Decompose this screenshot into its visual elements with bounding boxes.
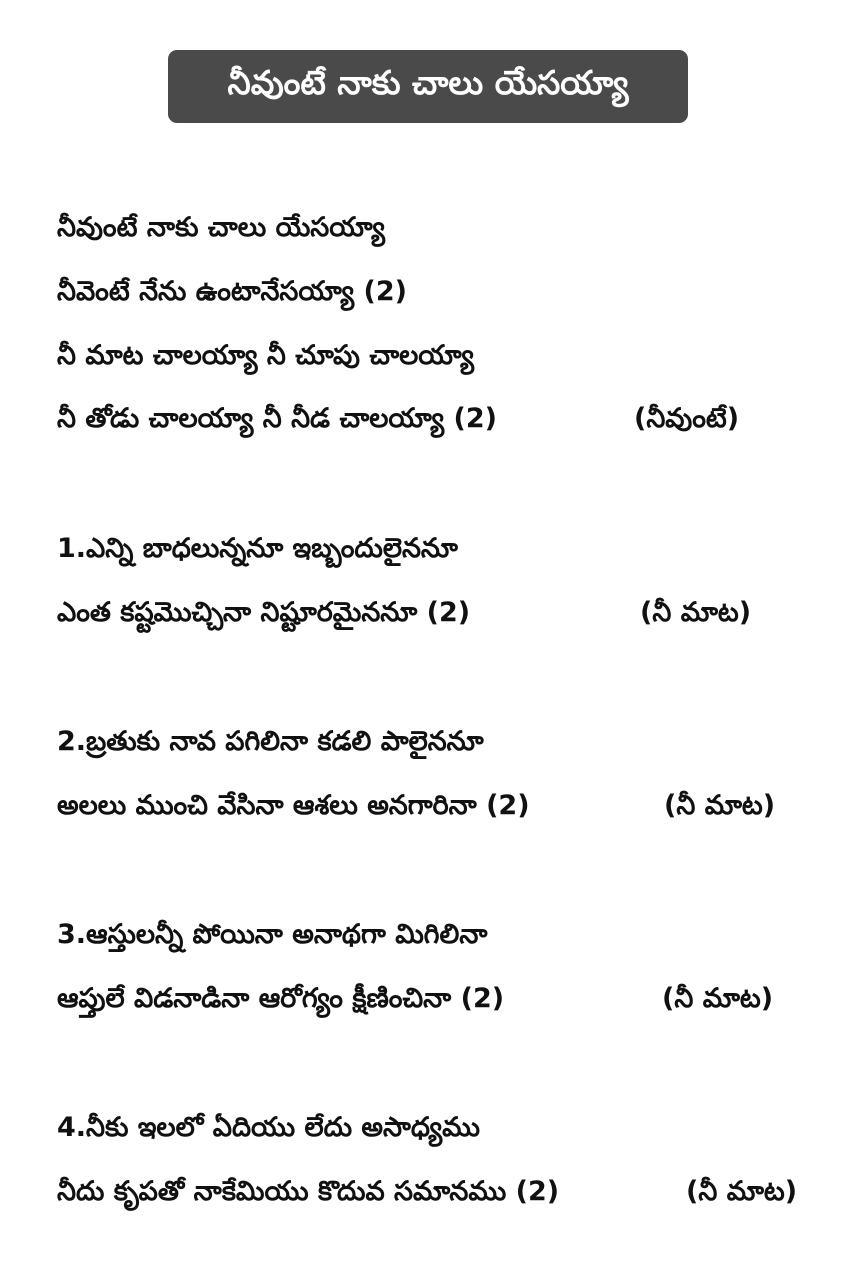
verse-3-line-2: ఆప్తులే విడనాడినా ఆరోగ్యం క్షీణించినా (2) bbox=[57, 983, 505, 1014]
verse-3-line-1: 3.ఆస్తులన్నీ పోయినా అనాథగా మిగిలినా bbox=[57, 919, 488, 950]
song-title-banner bbox=[168, 50, 688, 123]
verse-2-line-1: 2.బ్రతుకు నావ పగిలినా కడలి పాలైననూ bbox=[57, 726, 484, 757]
verse-1-line-2: ఎంత కష్టమొచ్చినా నిష్టూరమైననూ (2) bbox=[57, 597, 471, 628]
chorus-line-3: నీ మాట చాలయ్యా నీ చూపు చాలయ్యా bbox=[57, 340, 475, 371]
chorus-line-1: నీవుంటే నాకు చాలు యేసయ్యా bbox=[57, 212, 386, 243]
verse-4-line-1: 4.నీకు ఇలలో ఏదియు లేదు అసాధ్యము bbox=[57, 1112, 481, 1143]
chorus-line-4: నీ తోడు చాలయ్యా నీ నీడ చాలయ్యా (2) bbox=[57, 403, 497, 434]
chorus-refrain-ref: (నీవుంటే) bbox=[634, 403, 740, 434]
verse-4-refrain-ref: (నీ మాట) bbox=[686, 1176, 798, 1207]
verse-4-line-2: నీదు కృపతో నాకేమియు కొదువ సమానము (2) bbox=[57, 1176, 560, 1207]
verse-2-refrain-ref: (నీ మాట) bbox=[664, 790, 776, 821]
chorus-line-2: నీవెంటే నేను ఉంటానేసయ్యా (2) bbox=[57, 276, 408, 307]
song-title: నీవుంటే నాకు చాలు యేసయ్యా bbox=[227, 63, 629, 102]
verse-3-refrain-ref: (నీ మాట) bbox=[662, 983, 774, 1014]
verse-1-line-1: 1.ఎన్ని బాధలున్ననూ ఇబ్బందులైననూ bbox=[57, 533, 458, 564]
verse-1-refrain-ref: (నీ మాట) bbox=[640, 597, 752, 628]
verse-2-line-2: అలలు ముంచి వేసినా ఆశలు అనగారినా (2) bbox=[57, 790, 530, 821]
